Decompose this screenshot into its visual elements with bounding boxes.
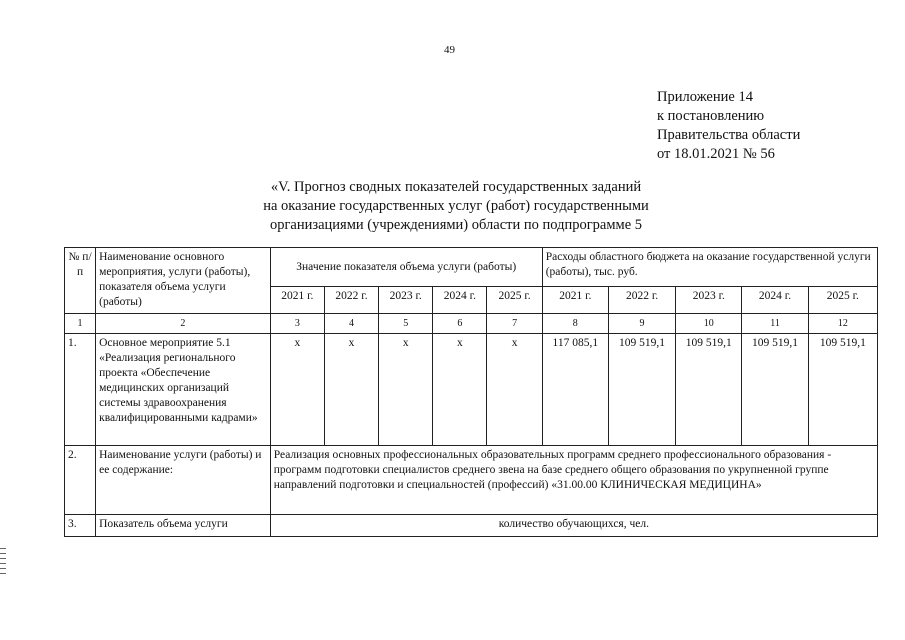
- column-number: 2: [96, 314, 271, 334]
- volume-cell: x: [433, 334, 487, 446]
- column-number: 7: [487, 314, 542, 334]
- row-name: Показатель объема услуги: [96, 515, 271, 537]
- year-cell: 2022 г.: [324, 287, 378, 314]
- table-row: [65, 515, 878, 537]
- document-title: [200, 178, 712, 235]
- year-cell: 2025 г.: [487, 287, 542, 314]
- row-num: 2.: [65, 446, 96, 515]
- page-number: 49: [444, 44, 455, 56]
- year-cell: 2025 г.: [808, 287, 877, 314]
- column-number-row: [65, 314, 878, 334]
- volume-cell: x: [379, 334, 433, 446]
- column-number: 1: [65, 314, 96, 334]
- header-num: № п/п: [65, 248, 96, 314]
- year-cell: 2022 г.: [608, 287, 675, 314]
- header-name: Наименование основного мероприятия, услуги (работы), показателя объема услуги (работы): [96, 248, 271, 314]
- column-number: 6: [433, 314, 487, 334]
- header-volume-group: Значение показателя объема услуги (работы): [270, 248, 542, 287]
- indicator-content: количество обучающихся, чел.: [270, 515, 877, 537]
- year-cell: 2024 г.: [742, 287, 808, 314]
- volume-cell: x: [270, 334, 324, 446]
- title-line: организациями (учреждениями) области по подпрограмме 5: [269, 217, 643, 233]
- column-number: 4: [324, 314, 378, 334]
- column-number: 5: [379, 314, 433, 334]
- table-row: [65, 446, 878, 515]
- volume-cell: x: [324, 334, 378, 446]
- title-line: «V. Прогноз сводных показателей государственных заданий: [270, 179, 642, 195]
- margin-mark: [0, 548, 6, 585]
- row-num: 3.: [65, 515, 96, 537]
- expense-cell: 109 519,1: [742, 334, 808, 446]
- expense-cell: 109 519,1: [808, 334, 877, 446]
- service-content: Реализация основных профессиональных образовательных программ среднего профессионального образования - программ подготовки специалистов среднего звена на базе среднего общего образования по укрупненной группе направлений подготовки и специальностей (профессий) «31.00.00 КЛИНИЧЕСКАЯ МЕДИЦИНА»: [270, 446, 877, 515]
- year-cell: 2023 г.: [676, 287, 742, 314]
- header-expense-group: Расходы областного бюджета на оказание государственной услуги (работы), тыс. руб.: [542, 248, 877, 287]
- appendix-block: [657, 88, 800, 164]
- volume-cell: x: [487, 334, 542, 446]
- year-cell: 2024 г.: [433, 287, 487, 314]
- row-num: 1.: [65, 334, 96, 446]
- appendix-line: от 18.01.2021 № 56: [657, 146, 775, 162]
- row-name: Основное мероприятие 5.1 «Реализация регионального проекта «Обеспечение медицинских организаций системы здравоохранения квалифицированными кадрами»: [96, 334, 271, 446]
- expense-cell: 117 085,1: [542, 334, 608, 446]
- column-number: 3: [270, 314, 324, 334]
- appendix-line: к постановлению: [657, 108, 765, 124]
- table-header-row: [65, 248, 878, 287]
- year-cell: 2021 г.: [270, 287, 324, 314]
- appendix-line: Приложение 14: [657, 89, 753, 105]
- title-line: на оказание государственных услуг (работ) государственными: [263, 198, 649, 214]
- table-row: [65, 334, 878, 446]
- expense-cell: 109 519,1: [676, 334, 742, 446]
- forecast-table: [64, 247, 878, 537]
- column-number: 12: [808, 314, 877, 334]
- column-number: 10: [676, 314, 742, 334]
- expense-cell: 109 519,1: [608, 334, 675, 446]
- year-cell: 2023 г.: [379, 287, 433, 314]
- row-name: Наименование услуги (работы) и ее содержание:: [96, 446, 271, 515]
- appendix-line: Правительства области: [657, 127, 801, 143]
- column-number: 11: [742, 314, 808, 334]
- year-cell: 2021 г.: [542, 287, 608, 314]
- column-number: 8: [542, 314, 608, 334]
- column-number: 9: [608, 314, 675, 334]
